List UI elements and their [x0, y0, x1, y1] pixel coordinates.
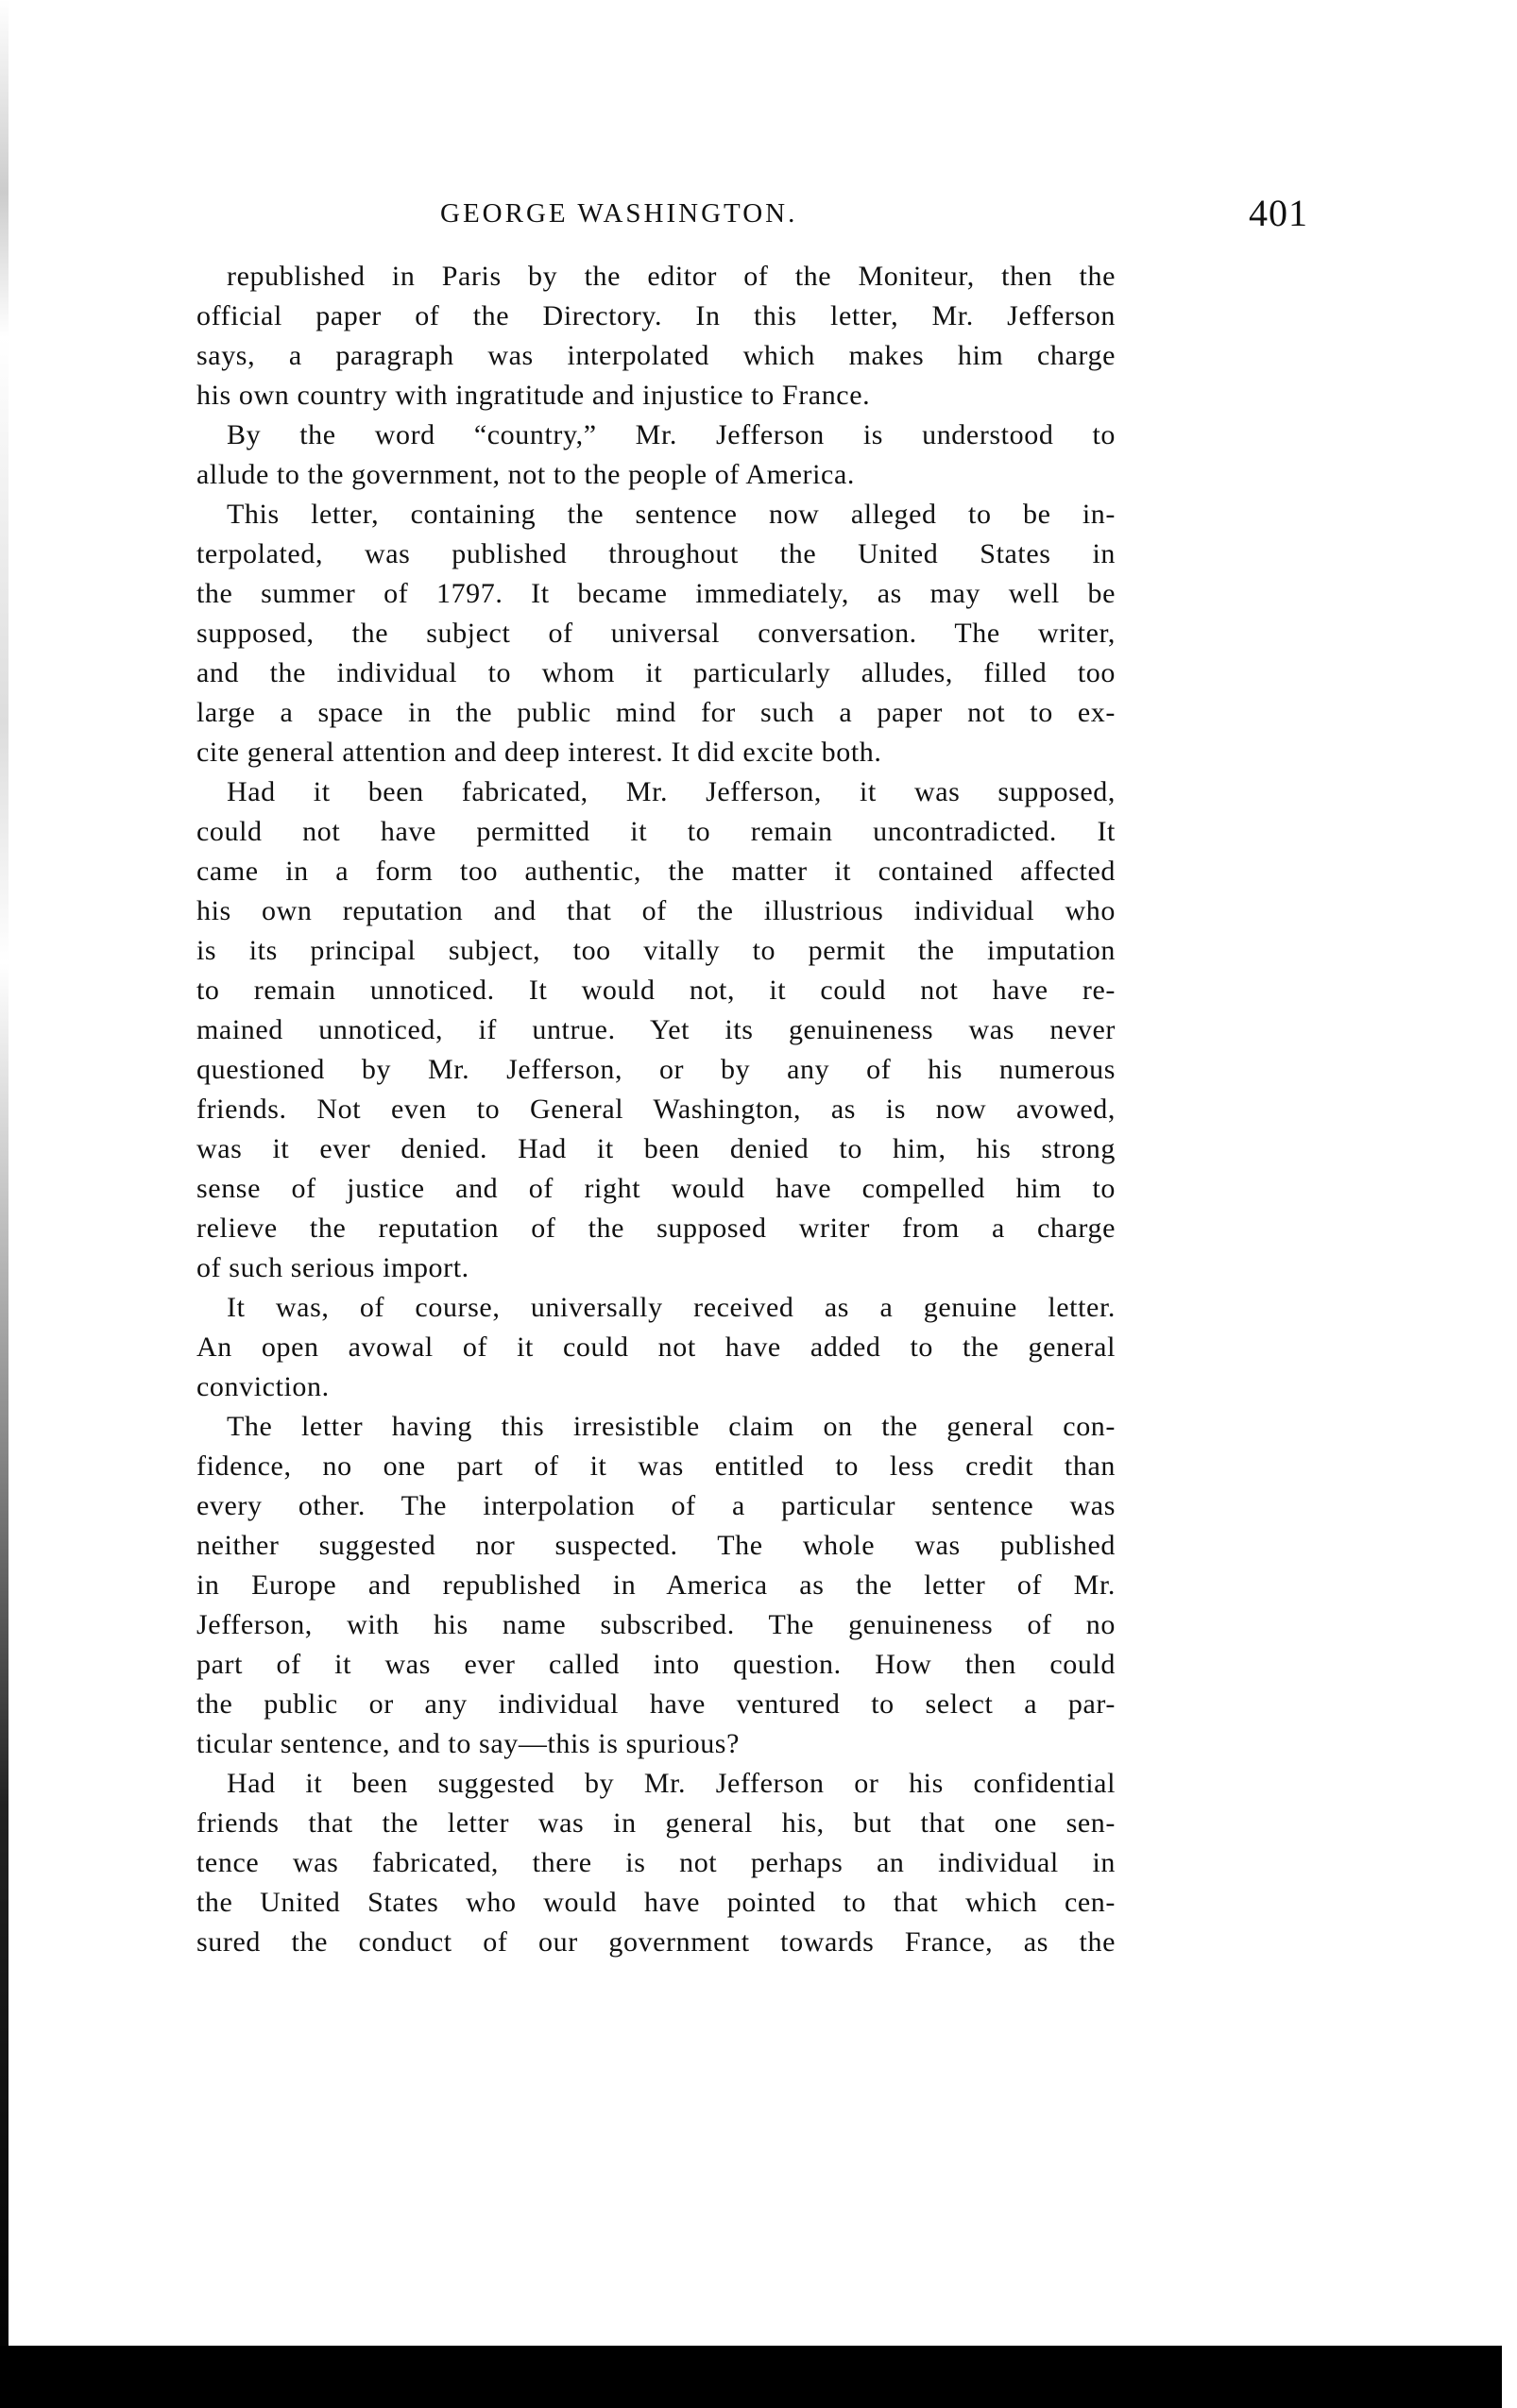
- text-line: part of it was ever called into question. How then could: [196, 1649, 1116, 1680]
- text-line: to remain unnoticed. It would not, it could not have re-: [196, 975, 1116, 1006]
- text-line: mained unnoticed, if untrue. Yet its genuineness was never: [196, 1014, 1116, 1045]
- text-line: Had it been fabricated, Mr. Jefferson, it was supposed,: [227, 776, 1116, 807]
- text-line: friends. Not even to General Washington, as is now avowed,: [196, 1094, 1116, 1125]
- text-line: This letter, containing the sentence now alleged to be in-: [227, 499, 1116, 530]
- text-line: supposed, the subject of universal conversation. The writer,: [196, 618, 1116, 649]
- paragraph: [196, 495, 1116, 772]
- text-line: It was, of course, universally received as a genuine letter.: [227, 1292, 1116, 1323]
- page-number: 401: [1249, 192, 1308, 234]
- paragraph: [196, 772, 1116, 1288]
- text-line: the summer of 1797. It became immediately, as may well be: [196, 578, 1116, 609]
- text-line: Had it been suggested by Mr. Jefferson or his confidential: [227, 1768, 1116, 1799]
- text-line: the public or any individual have ventured to select a par-: [196, 1688, 1116, 1720]
- scan-bottom-border: [0, 2346, 1502, 2408]
- text-line: every other. The interpolation of a particular sentence was: [196, 1490, 1116, 1521]
- text-line: of such serious import.: [196, 1252, 469, 1283]
- text-line: his own reputation and that of the illustrious individual who: [196, 895, 1116, 926]
- text-line: The letter having this irresistible claim on the general con-: [227, 1411, 1116, 1442]
- text-line: fidence, no one part of it was entitled to less credit than: [196, 1450, 1116, 1482]
- text-line: the United States who would have pointed to that which cen-: [196, 1887, 1116, 1918]
- text-line: By the word “country,” Mr. Jefferson is understood to: [227, 419, 1116, 450]
- text-line: sured the conduct of our government towards France, as the: [196, 1926, 1116, 1958]
- text-line: ticular sentence, and to say—this is spurious?: [196, 1728, 740, 1759]
- text-line: republished in Paris by the editor of the Moniteur, then the: [227, 261, 1116, 292]
- text-line: questioned by Mr. Jefferson, or by any of his numerous: [196, 1054, 1116, 1085]
- text-line: terpolated, was published throughout the United States in: [196, 538, 1116, 569]
- paragraph: [196, 257, 1116, 415]
- text-line: is its principal subject, too vitally to permit the imputation: [196, 935, 1116, 966]
- text-line: came in a form too authentic, the matter it contained affected: [196, 856, 1116, 887]
- paragraph: [196, 1288, 1116, 1407]
- text-line: friends that the letter was in general his, but that one sen-: [196, 1807, 1116, 1839]
- running-head: GEORGE WASHINGTON.: [440, 198, 798, 229]
- text-line: official paper of the Directory. In this letter, Mr. Jefferson: [196, 300, 1116, 331]
- text-line: neither suggested nor suspected. The whole was published: [196, 1530, 1116, 1561]
- paragraph: [196, 415, 1116, 495]
- scan-left-edge: [0, 0, 9, 2408]
- text-line: could not have permitted it to remain uncontradicted. It: [196, 816, 1116, 847]
- paragraph: [196, 1764, 1116, 1962]
- text-line: An open avowal of it could not have added to the general: [196, 1331, 1116, 1363]
- body-text: [196, 257, 1116, 1962]
- text-line: allude to the government, not to the people of America.: [196, 459, 855, 490]
- text-line: in Europe and republished in America as the letter of Mr.: [196, 1569, 1116, 1601]
- text-line: was it ever denied. Had it been denied to him, his strong: [196, 1133, 1116, 1164]
- text-line: Jefferson, with his name subscribed. The genuineness of no: [196, 1609, 1116, 1640]
- text-line: his own country with ingratitude and injustice to France.: [196, 380, 871, 411]
- text-line: relieve the reputation of the supposed writer from a charge: [196, 1212, 1116, 1244]
- paragraph: [196, 1407, 1116, 1764]
- text-line: and the individual to whom it particularly alludes, filled too: [196, 657, 1116, 688]
- text-line: conviction.: [196, 1371, 330, 1402]
- text-line: cite general attention and deep interest. It did excite both.: [196, 737, 882, 768]
- text-line: large a space in the public mind for such a paper not to ex-: [196, 697, 1116, 728]
- text-line: sense of justice and of right would have compelled him to: [196, 1173, 1116, 1204]
- text-line: tence was fabricated, there is not perhaps an individual in: [196, 1847, 1116, 1878]
- text-line: says, a paragraph was interpolated which makes him charge: [196, 340, 1116, 371]
